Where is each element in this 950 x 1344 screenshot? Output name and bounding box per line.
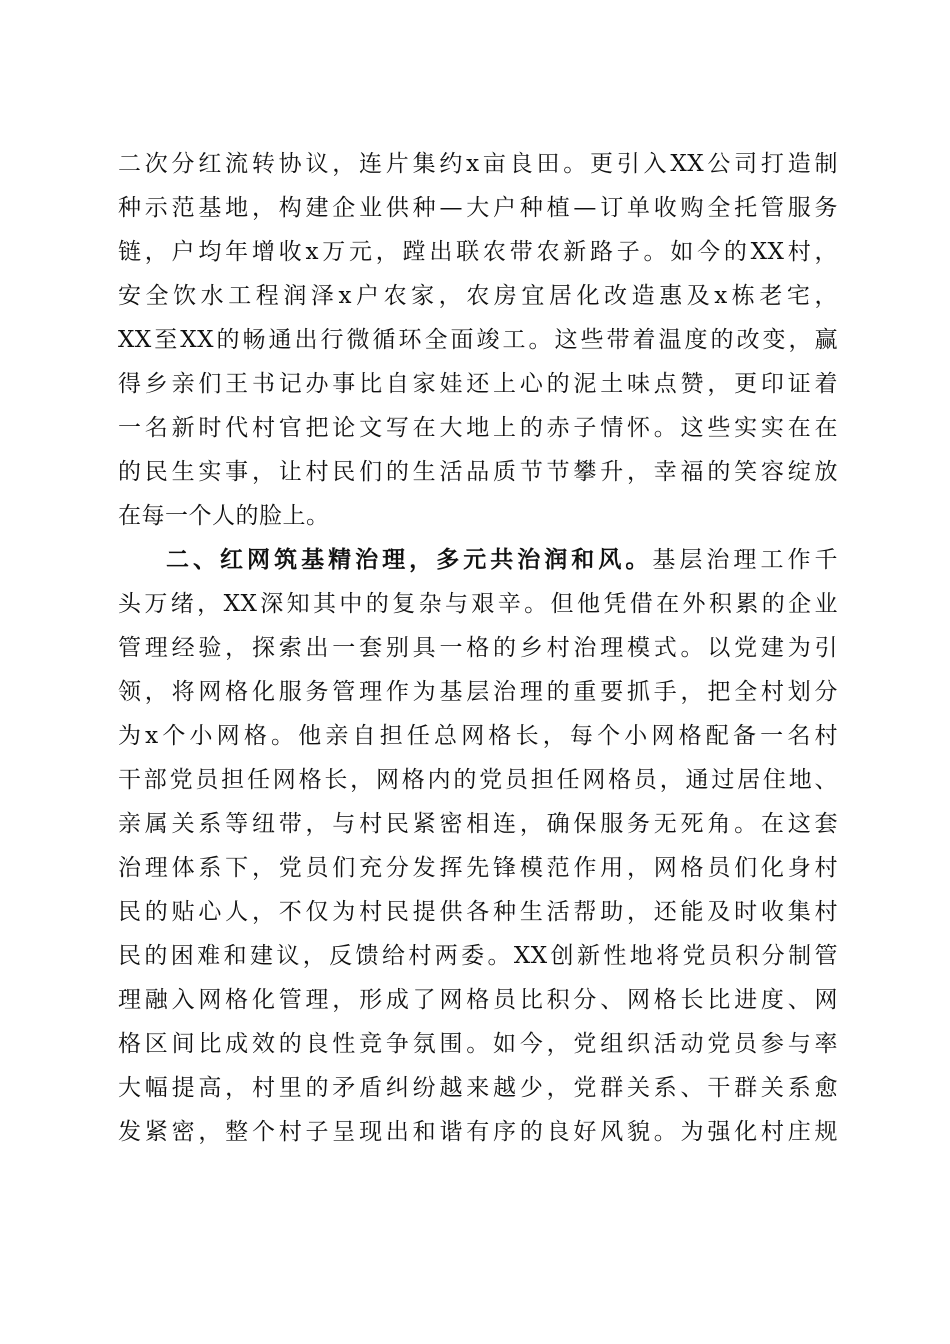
paragraph-2 bbox=[118, 538, 838, 1154]
text-line: 安全饮水工程润泽x户农家，农房宜居化改造惠及x栋老宅， bbox=[118, 283, 838, 309]
text-line: 理融入网格化管理，形成了网格员比积分、网格长比进度、网 bbox=[118, 987, 838, 1013]
section-heading: 二、红网筑基精治理，多元共治润和风。 bbox=[166, 546, 653, 573]
text-line: 管理经验，探索出一套别具一格的乡村治理模式。以党建为引 bbox=[118, 635, 838, 661]
text-line: 头万绪，XX深知其中的复杂与艰辛。但他凭借在外积累的企业 bbox=[118, 591, 838, 617]
text-line: 大幅提高，村里的矛盾纠纷越来越少，党群关系、干群关系愈 bbox=[118, 1075, 838, 1101]
text-line: 领，将网格化服务管理作为基层治理的重要抓手，把全村划分 bbox=[118, 679, 838, 705]
paragraph-1 bbox=[118, 142, 838, 538]
text-line: 发紧密，整个村子呈现出和谐有序的良好风貌。为强化村庄规 bbox=[118, 1119, 838, 1145]
text-line: XX至XX的畅通出行微循环全面竣工。这些带着温度的改变，赢 bbox=[118, 327, 838, 353]
text-line: 为x个小网格。他亲自担任总网格长，每个小网格配备一名村 bbox=[118, 723, 838, 749]
text-line: 一名新时代村官把论文写在大地上的赤子情怀。这些实实在在 bbox=[118, 415, 838, 441]
text-line: 治理体系下，党员们充分发挥先锋模范作用，网格员们化身村 bbox=[118, 855, 838, 881]
heading-line-rest: 基层治理工作千 bbox=[652, 547, 839, 573]
document-body bbox=[118, 142, 838, 1154]
text-line: 民的困难和建议，反馈给村两委。XX创新性地将党员积分制管 bbox=[118, 943, 838, 969]
text-line: 在每一个人的脸上。 bbox=[118, 503, 330, 529]
text-line: 得乡亲们王书记办事比自家娃还上心的泥土味点赞，更印证着 bbox=[118, 371, 838, 397]
text-line: 二次分红流转协议，连片集约x亩良田。更引入XX公司打造制 bbox=[118, 151, 838, 177]
text-line: 链，户均年增收x万元，蹚出联农带农新路子。如今的XX村， bbox=[118, 239, 838, 265]
text-line: 干部党员担任网格长，网格内的党员担任网格员，通过居住地、 bbox=[118, 767, 838, 793]
text-line: 格区间比成效的良性竞争氛围。如今，党组织活动党员参与率 bbox=[118, 1031, 838, 1057]
text-line: 亲属关系等纽带，与村民紧密相连，确保服务无死角。在这套 bbox=[118, 811, 838, 837]
text-line: 的民生实事，让村民们的生活品质节节攀升，幸福的笑容绽放 bbox=[118, 459, 838, 485]
text-line: 民的贴心人，不仅为村民提供各种生活帮助，还能及时收集村 bbox=[118, 899, 838, 925]
paragraph-first-line bbox=[118, 538, 838, 582]
text-line: 种示范基地，构建企业供种—大户种植—订单收购全托管服务 bbox=[118, 195, 838, 221]
